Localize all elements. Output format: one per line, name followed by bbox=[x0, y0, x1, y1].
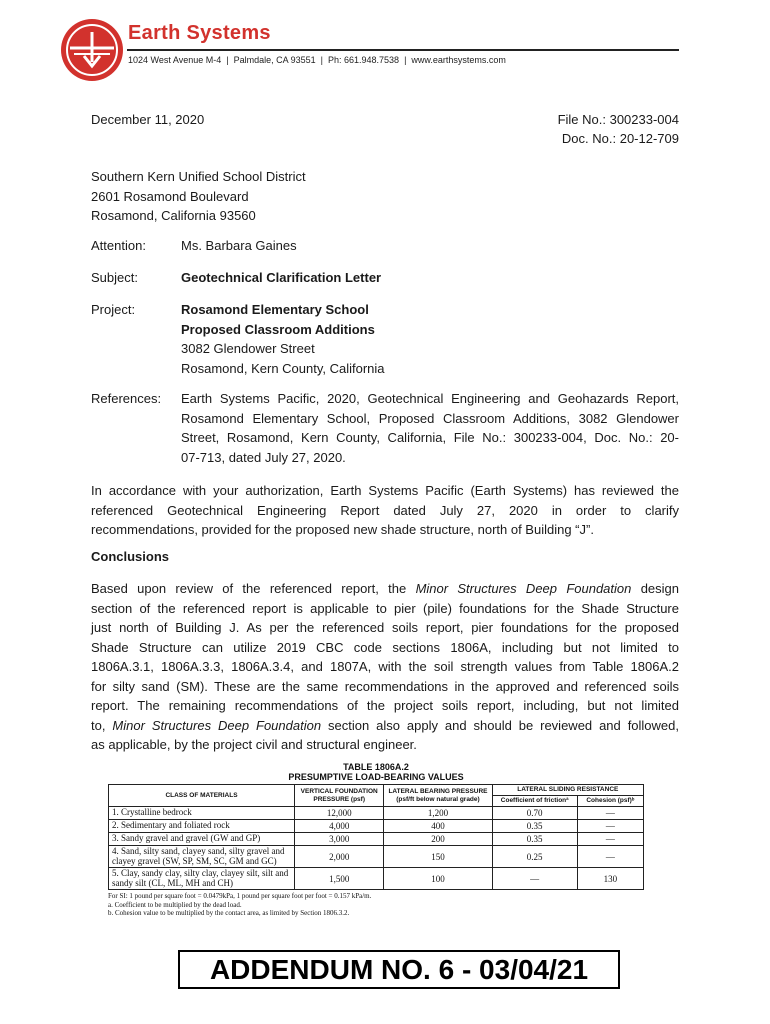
conclusion-line: as applicable, by the project civil and structural engineer. bbox=[91, 737, 417, 752]
cell-cohesion: 130 bbox=[577, 868, 643, 890]
conclusion-line: report. The remaining recommendations of the project soils report, including, but not limited bbox=[91, 698, 679, 713]
header-class: CLASS OF MATERIALS bbox=[109, 785, 295, 807]
subject-label: Subject: bbox=[91, 270, 138, 285]
subject-value: Geotechnical Clarification Letter bbox=[181, 270, 382, 285]
website-link[interactable]: www.earthsystems.com bbox=[411, 55, 506, 65]
cell-lateral: 100 bbox=[384, 868, 492, 890]
intro-line: In accordance with your authorization, Earth Systems Pacific (Earth Systems) has reviewed the bbox=[91, 483, 679, 498]
footnote-si: For SI: 1 pound per square foot = 0.0479kPa, 1 pound per square foot per foot = 0.157 kPa/m. bbox=[108, 892, 372, 900]
table-row bbox=[109, 807, 644, 820]
cell-vertical: 12,000 bbox=[295, 807, 384, 820]
cell-vertical: 2,000 bbox=[295, 846, 384, 868]
footnote-a: a. Coefficient to be multiplied by the dead load. bbox=[108, 900, 242, 909]
references-label: References: bbox=[91, 391, 162, 406]
project-label: Project: bbox=[91, 302, 136, 317]
table-row bbox=[109, 833, 644, 846]
table-title-line: TABLE 1806A.2 bbox=[343, 762, 409, 772]
header-cohesion: Cohesion (psf)ᵇ bbox=[577, 796, 643, 807]
cell-class: 1. Crystalline bedrock bbox=[109, 807, 295, 820]
table-row bbox=[109, 820, 644, 833]
intro-line: referenced Geotechnical Engineering Report dated July 27, 2020 in order to clarify bbox=[91, 502, 679, 518]
cell-cohesion: — bbox=[577, 820, 643, 833]
cell-cohesion: — bbox=[577, 807, 643, 820]
load-bearing-table bbox=[108, 784, 644, 890]
cell-vertical: 4,000 bbox=[295, 820, 384, 833]
company-address-line: 1024 West Avenue M-4 | Palmdale, CA 93551 | Ph: 661.948.7538 | www.earthsystems.com bbox=[128, 55, 506, 65]
recipient-line: Rosamond, California 93560 bbox=[91, 208, 256, 223]
attention-value: Ms. Barbara Gaines bbox=[181, 238, 297, 253]
project-block bbox=[181, 300, 385, 378]
reference-line: Earth Systems Pacific, 2020, Geotechnical Engineering and Geohazards Report, bbox=[181, 391, 679, 406]
cell-friction: 0.25 bbox=[492, 846, 577, 868]
project-line: Proposed Classroom Additions bbox=[181, 321, 375, 337]
table-title bbox=[156, 762, 596, 782]
doc-number: Doc. No.: 20-12-709 bbox=[561, 131, 679, 146]
cell-lateral: 400 bbox=[384, 820, 492, 833]
reference-line: Rosamond Elementary School, Proposed Classroom Additions, 3082 Glendower bbox=[181, 410, 679, 426]
conclusion-italic: Minor Structures Deep Foundation bbox=[112, 717, 322, 733]
header-vertical: VERTICAL FOUNDATION PRESSURE (psf) bbox=[295, 785, 384, 807]
reference-line: 07-713, dated July 27, 2020. bbox=[181, 449, 346, 465]
conclusion-line: for silty sand (SM). These are the same recommendations in the approved and referenced soils bbox=[91, 678, 679, 694]
conclusions-heading: Conclusions bbox=[91, 549, 170, 564]
cell-cohesion: — bbox=[577, 846, 643, 868]
cell-friction: 0.70 bbox=[492, 807, 577, 820]
conclusion-text: Based upon review of the referenced report, the bbox=[91, 581, 416, 596]
company-logo bbox=[60, 18, 124, 82]
project-line: Rosamond Elementary School bbox=[181, 302, 369, 317]
header-lateral-bearing: LATERAL BEARING PRESSURE (psf/ft below natural grade) bbox=[384, 785, 492, 807]
address: 1024 West Avenue M-4 bbox=[128, 55, 222, 65]
cell-friction: 0.35 bbox=[492, 820, 577, 833]
company-name: Earth Systems bbox=[128, 22, 271, 44]
references-block bbox=[181, 389, 679, 467]
cell-lateral: 150 bbox=[384, 846, 492, 868]
conclusion-line bbox=[91, 716, 679, 736]
intro-paragraph bbox=[91, 481, 679, 540]
load-bearing-table-block bbox=[108, 762, 648, 918]
cell-friction: 0.35 bbox=[492, 833, 577, 846]
conclusion-text: section also apply and should be reviewed and followed, bbox=[321, 717, 680, 733]
recipient-line: Southern Kern Unified School District bbox=[91, 169, 306, 184]
cell-vertical: 3,000 bbox=[295, 833, 384, 846]
conclusion-text: design bbox=[631, 581, 680, 596]
table-row bbox=[109, 868, 644, 890]
conclusion-line: just north of Building J. As per the referenced soils report, pier foundations for the proposed bbox=[91, 620, 679, 635]
recipient-line: 2601 Rosamond Boulevard bbox=[91, 188, 249, 204]
cell-cohesion: — bbox=[577, 833, 643, 846]
footnote-b: b. Cohesion value to be multiplied by the contact area, as limited by Section 1806.3.2. bbox=[108, 909, 350, 917]
reference-line: Street, Rosamond, Kern County, California, File No.: 300233-004, Doc. No.: 20- bbox=[181, 430, 679, 445]
header-divider bbox=[127, 49, 679, 51]
intro-line: recommendations, provided for the proposed new shade structure, north of Building “J”. bbox=[91, 522, 594, 537]
conclusion-line: Shade Structure can utilize 2019 CBC code sections 1806A, including but not limited to bbox=[91, 639, 679, 655]
conclusion-line: 1806A.3.1, 1806A.3.3, 1806A.3.4, and 1807A, with the soil strength values from Table 1806A.2 bbox=[91, 659, 679, 674]
table-title-line: PRESUMPTIVE LOAD-BEARING VALUES bbox=[288, 772, 464, 782]
project-line: 3082 Glendower Street bbox=[181, 341, 315, 356]
cell-class: 4. Sand, silty sand, clayey sand, silty gravel and clayey gravel (SW, SP, SM, SC, GM and GC) bbox=[109, 846, 295, 868]
table-footnotes bbox=[108, 892, 648, 918]
cell-lateral: 1,200 bbox=[384, 807, 492, 820]
table-row bbox=[109, 846, 644, 868]
conclusions-paragraph bbox=[91, 579, 679, 755]
recipient-block bbox=[91, 167, 306, 226]
conclusion-italic: Minor Structures Deep Foundation bbox=[415, 581, 632, 596]
conclusion-text: to, bbox=[91, 717, 113, 733]
attention-label: Attention: bbox=[91, 238, 146, 253]
cell-class: 2. Sedimentary and foliated rock bbox=[109, 820, 295, 833]
cell-class: 3. Sandy gravel and gravel (GW and GP) bbox=[109, 833, 295, 846]
header-friction: Coefficient of frictionª bbox=[492, 796, 577, 807]
header-lateral-sliding: LATERAL SLIDING RESISTANCE bbox=[492, 785, 643, 796]
city: Palmdale, CA 93551 bbox=[233, 55, 316, 65]
conclusion-line: section of the referenced report is applicable to pier (pile) foundations for the Shade Structure bbox=[91, 600, 679, 616]
cell-class: 5. Clay, sandy clay, silty clay, clayey silt, silt and sandy silt (CL, ML, MH and CH) bbox=[109, 868, 295, 890]
addendum-stamp: ADDENDUM NO. 6 - 03/04/21 bbox=[178, 950, 620, 989]
conclusion-line bbox=[91, 579, 679, 599]
cell-lateral: 200 bbox=[384, 833, 492, 846]
cell-friction: — bbox=[492, 868, 577, 890]
cell-vertical: 1,500 bbox=[295, 868, 384, 890]
file-number: File No.: 300233-004 bbox=[557, 112, 679, 127]
project-line: Rosamond, Kern County, California bbox=[181, 360, 385, 376]
letter-date: December 11, 2020 bbox=[91, 112, 205, 127]
phone: Ph: 661.948.7538 bbox=[327, 55, 400, 65]
